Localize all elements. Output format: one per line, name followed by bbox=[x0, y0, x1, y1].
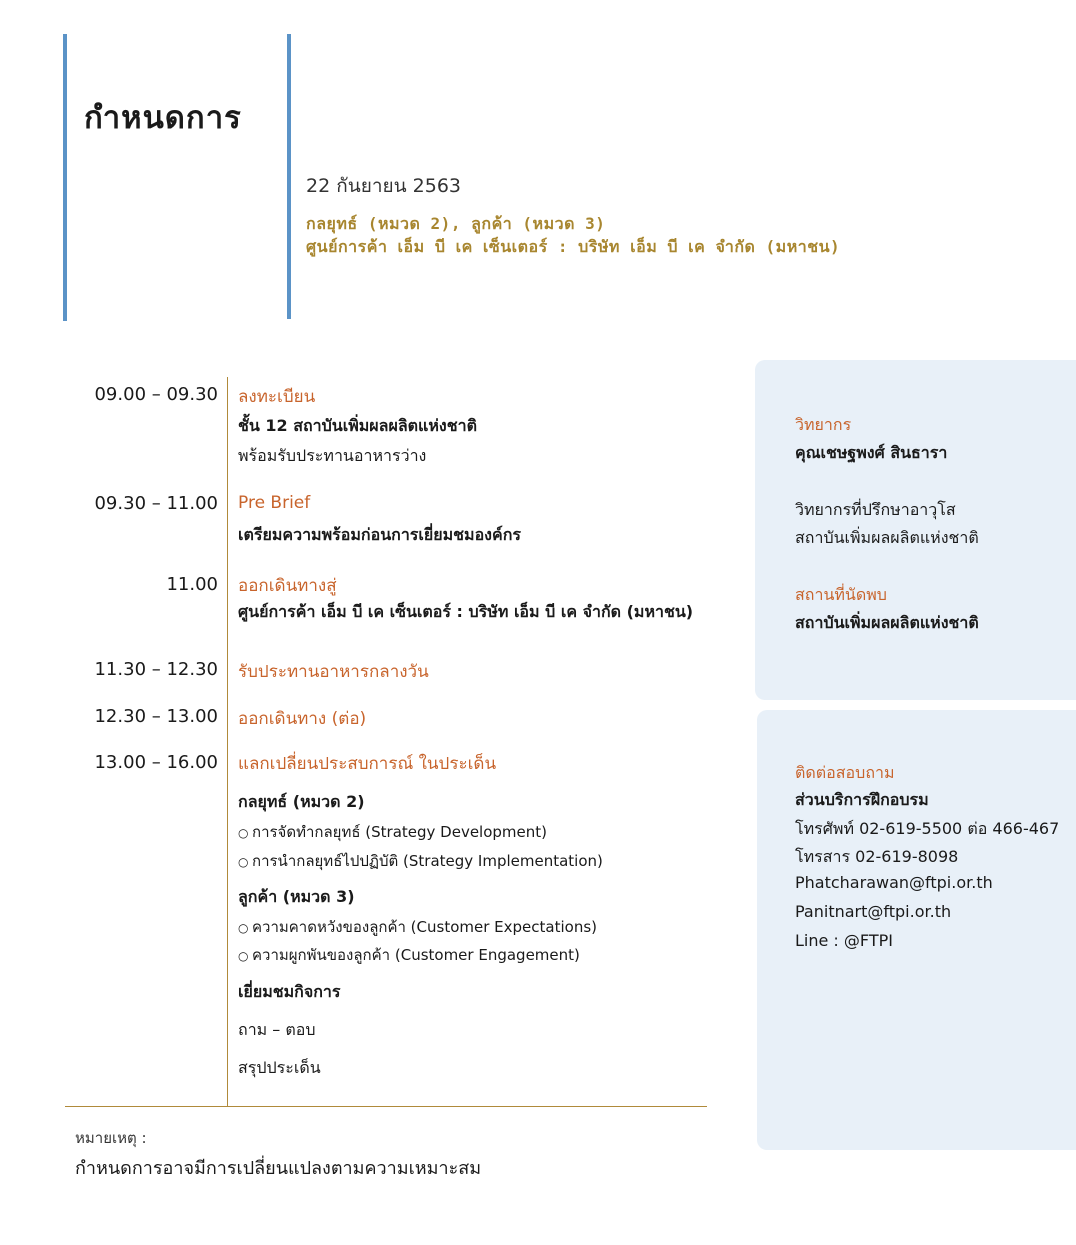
time-slot: 11.30 – 12.30 bbox=[94, 659, 218, 680]
note-text: กำหนดการอาจมีการเปลี่ยนแปลงตามความเหมาะสม bbox=[75, 1158, 482, 1179]
topic-visit: เยี่ยมชมกิจการ bbox=[238, 982, 341, 1001]
topic-heading: ลูกค้า (หมวด 3) bbox=[238, 887, 355, 906]
contact-phone: โทรศัพท์ 02-619-5500 ต่อ 466-467 bbox=[795, 819, 1060, 838]
event-detail: เตรียมความพร้อมก่อนการเยี่ยมชมองค์กร bbox=[238, 525, 521, 544]
topic-item-label: ความผูกพันของลูกค้า (Customer Engagement) bbox=[252, 946, 580, 964]
topic-summary: สรุปประเด็น bbox=[238, 1058, 321, 1077]
bullet-icon: ○ bbox=[238, 949, 249, 963]
event-detail: พร้อมรับประทานอาหารว่าง bbox=[238, 446, 427, 465]
time-slot: 12.30 – 13.00 bbox=[94, 706, 218, 727]
topic-item-label: ความคาดหวังของลูกค้า (Customer Expectations) bbox=[252, 918, 597, 936]
topic-heading: กลยุทธ์ (หมวด 2) bbox=[238, 792, 365, 811]
contact-department: ส่วนบริการฝึกอบรม bbox=[795, 790, 929, 809]
speaker-name: คุณเชษฐพงศ์ สินธารา bbox=[795, 443, 948, 462]
schedule-bottom-rule bbox=[65, 1106, 707, 1107]
event-title: ออกเดินทางสู่ bbox=[238, 576, 337, 596]
event-title: ลงทะเบียน bbox=[238, 387, 316, 407]
topic-item bbox=[238, 820, 547, 844]
schedule-divider bbox=[227, 377, 228, 1107]
time-slot: 09.00 – 09.30 bbox=[94, 384, 218, 405]
event-title: รับประทานอาหารกลางวัน bbox=[238, 662, 429, 682]
header-divider-bar bbox=[287, 34, 291, 319]
contact-email[interactable]: Panitnart@ftpi.or.th bbox=[795, 902, 952, 921]
speaker-org: สถาบันเพิ่มผลผลิตแห่งชาติ bbox=[795, 528, 979, 547]
event-title: Pre Brief bbox=[238, 493, 311, 513]
venue-name: สถาบันเพิ่มผลผลิตแห่งชาติ bbox=[795, 613, 979, 632]
contact-line: Line : @FTPI bbox=[795, 931, 893, 950]
time-slot: 11.00 bbox=[166, 574, 218, 595]
time-slot: 09.30 – 11.00 bbox=[94, 493, 218, 514]
event-detail: ชั้น 12 สถาบันเพิ่มผลผลิตแห่งชาติ bbox=[238, 416, 477, 435]
topic-item bbox=[238, 915, 597, 939]
topic-item-label: การจัดทำกลยุทธ์ (Strategy Development) bbox=[252, 823, 547, 841]
topic-item bbox=[238, 943, 580, 967]
topic-item-label: การนำกลยุทธ์ไปปฏิบัติ (Strategy Implementation) bbox=[252, 852, 603, 870]
bullet-icon: ○ bbox=[238, 826, 249, 840]
bullet-icon: ○ bbox=[238, 855, 249, 869]
note-label: หมายเหตุ : bbox=[75, 1129, 147, 1147]
event-title: ออกเดินทาง (ต่อ) bbox=[238, 709, 367, 729]
topic-item bbox=[238, 849, 603, 873]
topic-qa: ถาม – ตอบ bbox=[238, 1020, 316, 1039]
event-date: 22 กันยายน 2563 bbox=[306, 175, 462, 197]
contact-email[interactable]: Phatcharawan@ftpi.or.th bbox=[795, 873, 993, 892]
speaker-role: วิทยากรที่ปรึกษาอาวุโส bbox=[795, 500, 956, 519]
contact-fax: โทรสาร 02-619-8098 bbox=[795, 847, 959, 866]
event-topics: กลยุทธ์ (หมวด 2), ลูกค้า (หมวด 3) bbox=[306, 214, 606, 233]
event-venue: ศูนย์การค้า เอ็ม บี เค เซ็นเตอร์ : บริษัท เอ็ม บี เค จำกัด (มหาชน) bbox=[306, 237, 841, 256]
venue-label: สถานที่นัดพบ bbox=[795, 585, 887, 604]
page-title: กำหนดการ bbox=[84, 100, 242, 136]
bullet-icon: ○ bbox=[238, 921, 249, 935]
time-slot: 13.00 – 16.00 bbox=[94, 752, 218, 773]
contact-label: ติดต่อสอบถาม bbox=[795, 763, 895, 782]
header-left-bar bbox=[63, 34, 67, 321]
event-detail: ศูนย์การค้า เอ็ม บี เค เซ็นเตอร์ : บริษัท เอ็ม บี เค จำกัด (มหาชน) bbox=[238, 602, 694, 621]
event-title: แลกเปลี่ยนประสบการณ์ ในประเด็น bbox=[238, 754, 497, 774]
speaker-label: วิทยากร bbox=[795, 415, 852, 434]
